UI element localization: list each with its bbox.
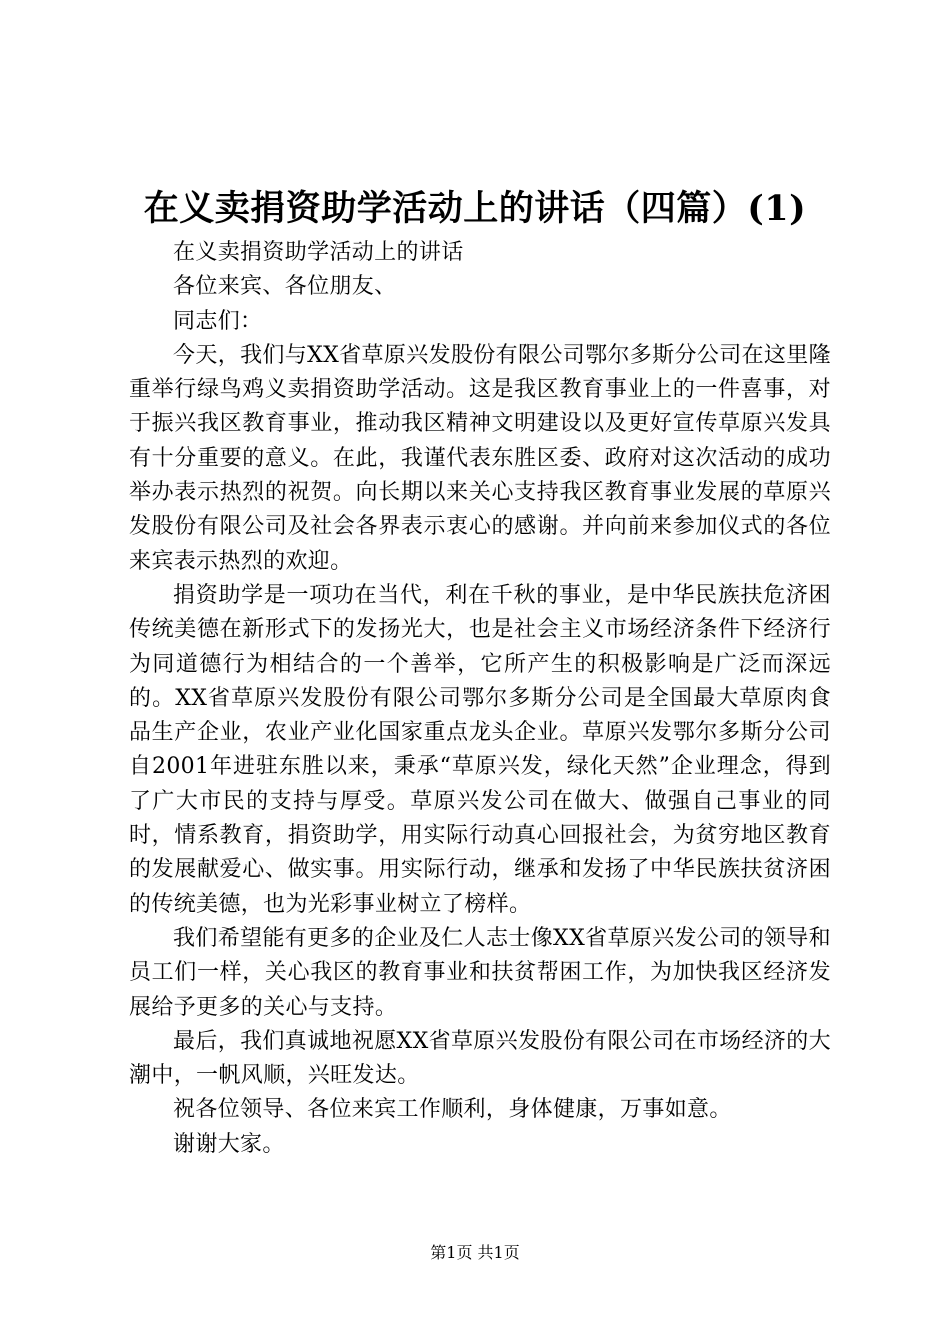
paragraph-subtitle: 在义卖捐资助学活动上的讲话 (173, 240, 464, 265)
document-title: 在义卖捐资助学活动上的讲话（四篇）(1) (143, 188, 807, 229)
paragraph-blessing: 祝各位领导、各位来宾工作顺利，身体健康，万事如意。 (173, 1097, 732, 1123)
paragraph-hope: 我们希望能有更多的企业及仁人志士像XX省草原兴发公司的领导和员工们一样，关心我区的教育事业和扶贫帮困工作，为加快我区经济发展给予更多的关心与支持。 (129, 925, 831, 1020)
paragraph-significance: 捐资助学是一项功在当代，利在千秋的事业，是中华民族扶危济困传统美德在新形式下的发扬光大，也是社会主义市场经济条件下经济行为同道德行为相结合的一个善举，它所产生的积极影响是广泛而深远的。XX省草原兴发股份有限公司鄂尔多斯分公司是全国最大草原肉食品生产企业，农业产业化国家重点龙头企业。草原兴发鄂尔多斯分公司自2001年进驻东胜以来，秉承“草原兴发，绿化天然”企业理念，得到了广大市民的支持与厚受。草原兴发公司在做大、做强自己事业的同时，情系教育，捐资助学，用实际行动真心回报社会，为贫穷地区教育的发展献爱心、做实事。用实际行动，继承和发扬了中华民族扶贫济困的传统美德，也为光彩事业树立了榜样。 (129, 582, 831, 917)
paragraph-wish: 最后，我们真诚地祝愿XX省草原兴发股份有限公司在市场经济的大潮中，一帆风顺，兴旺发达。 (129, 1028, 831, 1089)
paragraph-thanks: 谢谢大家。 (173, 1131, 285, 1157)
paragraph-salutation-2: 同志们： (173, 308, 263, 334)
paragraph-salutation: 各位来宾、各位朋友、 (173, 274, 397, 300)
page-footer: 第1页 共1页 (430, 1243, 520, 1262)
document-body (129, 236, 831, 1162)
paragraph-opening: 今天，我们与XX省草原兴发股份有限公司鄂尔多斯分公司在这里隆重举行绿鸟鸡义卖捐资助学活动。这是我区教育事业上的一件喜事，对于振兴我区教育事业，推动我区精神文明建设以及更好宣传草原兴发具有十分重要的意义。在此，我谨代表东胜区委、政府对这次活动的成功举办表示热烈的祝贺。向长期以来关心支持我区教育事业发展的草原兴发股份有限公司及社会各界表示衷心的感谢。并向前来参加仪式的各位来宾表示热烈的欢迎。 (129, 342, 831, 574)
